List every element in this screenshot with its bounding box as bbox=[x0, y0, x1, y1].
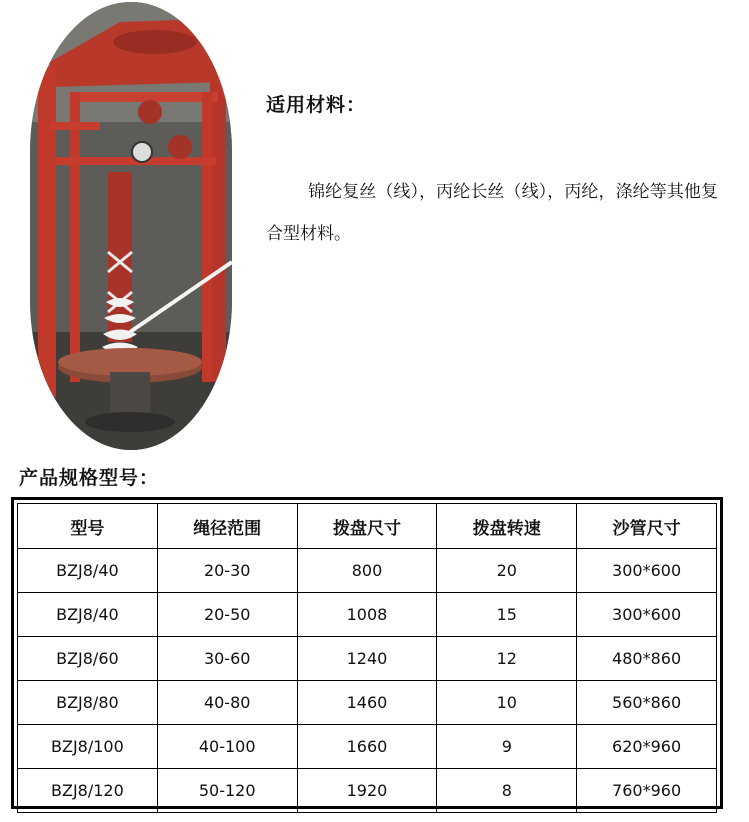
cell-model: BZJ8/120 bbox=[18, 769, 158, 813]
table-row bbox=[18, 549, 717, 593]
cell-model: BZJ8/60 bbox=[18, 637, 158, 681]
cell-dial-size: 800 bbox=[297, 549, 437, 593]
column-header-model: 型号 bbox=[18, 504, 158, 549]
cell-dial-speed: 15 bbox=[437, 593, 577, 637]
column-header-dial-size: 拨盘尺寸 bbox=[297, 504, 437, 549]
table-row bbox=[18, 593, 717, 637]
cell-rope-diameter: 20-30 bbox=[157, 549, 297, 593]
table-row bbox=[18, 681, 717, 725]
column-header-rope-diameter: 绳径范围 bbox=[157, 504, 297, 549]
spec-table-frame bbox=[11, 497, 723, 809]
column-header-dial-speed: 拨盘转速 bbox=[437, 504, 577, 549]
cell-model: BZJ8/40 bbox=[18, 549, 158, 593]
cell-dial-speed: 20 bbox=[437, 549, 577, 593]
cell-tube-size: 760*960 bbox=[577, 769, 717, 813]
spec-heading: 产品规格型号： bbox=[19, 467, 160, 489]
cell-dial-size: 1660 bbox=[297, 725, 437, 769]
cell-rope-diameter: 20-50 bbox=[157, 593, 297, 637]
cell-rope-diameter: 30-60 bbox=[157, 637, 297, 681]
cell-dial-size: 1460 bbox=[297, 681, 437, 725]
cell-dial-speed: 10 bbox=[437, 681, 577, 725]
cell-tube-size: 620*960 bbox=[577, 725, 717, 769]
materials-description: 锦纶复丝（线），丙纶长丝（线），丙纶，涤纶等其他复合型材料。 bbox=[266, 182, 718, 244]
materials-heading: 适用材料： bbox=[266, 94, 367, 116]
table-row bbox=[18, 769, 717, 813]
cell-model: BZJ8/40 bbox=[18, 593, 158, 637]
machine-photo bbox=[30, 2, 232, 450]
spec-table bbox=[17, 503, 717, 813]
table-row bbox=[18, 725, 717, 769]
cell-dial-speed: 12 bbox=[437, 637, 577, 681]
cell-dial-size: 1240 bbox=[297, 637, 437, 681]
cell-rope-diameter: 40-80 bbox=[157, 681, 297, 725]
column-header-tube-size: 沙管尺寸 bbox=[577, 504, 717, 549]
cell-model: BZJ8/100 bbox=[18, 725, 158, 769]
cell-dial-size: 1920 bbox=[297, 769, 437, 813]
cell-dial-speed: 9 bbox=[437, 725, 577, 769]
cell-tube-size: 560*860 bbox=[577, 681, 717, 725]
cell-dial-size: 1008 bbox=[297, 593, 437, 637]
cell-tube-size: 300*600 bbox=[577, 593, 717, 637]
table-row bbox=[18, 637, 717, 681]
machine-illustration bbox=[30, 2, 232, 450]
cell-rope-diameter: 50-120 bbox=[157, 769, 297, 813]
table-header-row bbox=[18, 504, 717, 549]
cell-tube-size: 480*860 bbox=[577, 637, 717, 681]
cell-model: BZJ8/80 bbox=[18, 681, 158, 725]
cell-tube-size: 300*600 bbox=[577, 549, 717, 593]
cell-dial-speed: 8 bbox=[437, 769, 577, 813]
cell-rope-diameter: 40-100 bbox=[157, 725, 297, 769]
